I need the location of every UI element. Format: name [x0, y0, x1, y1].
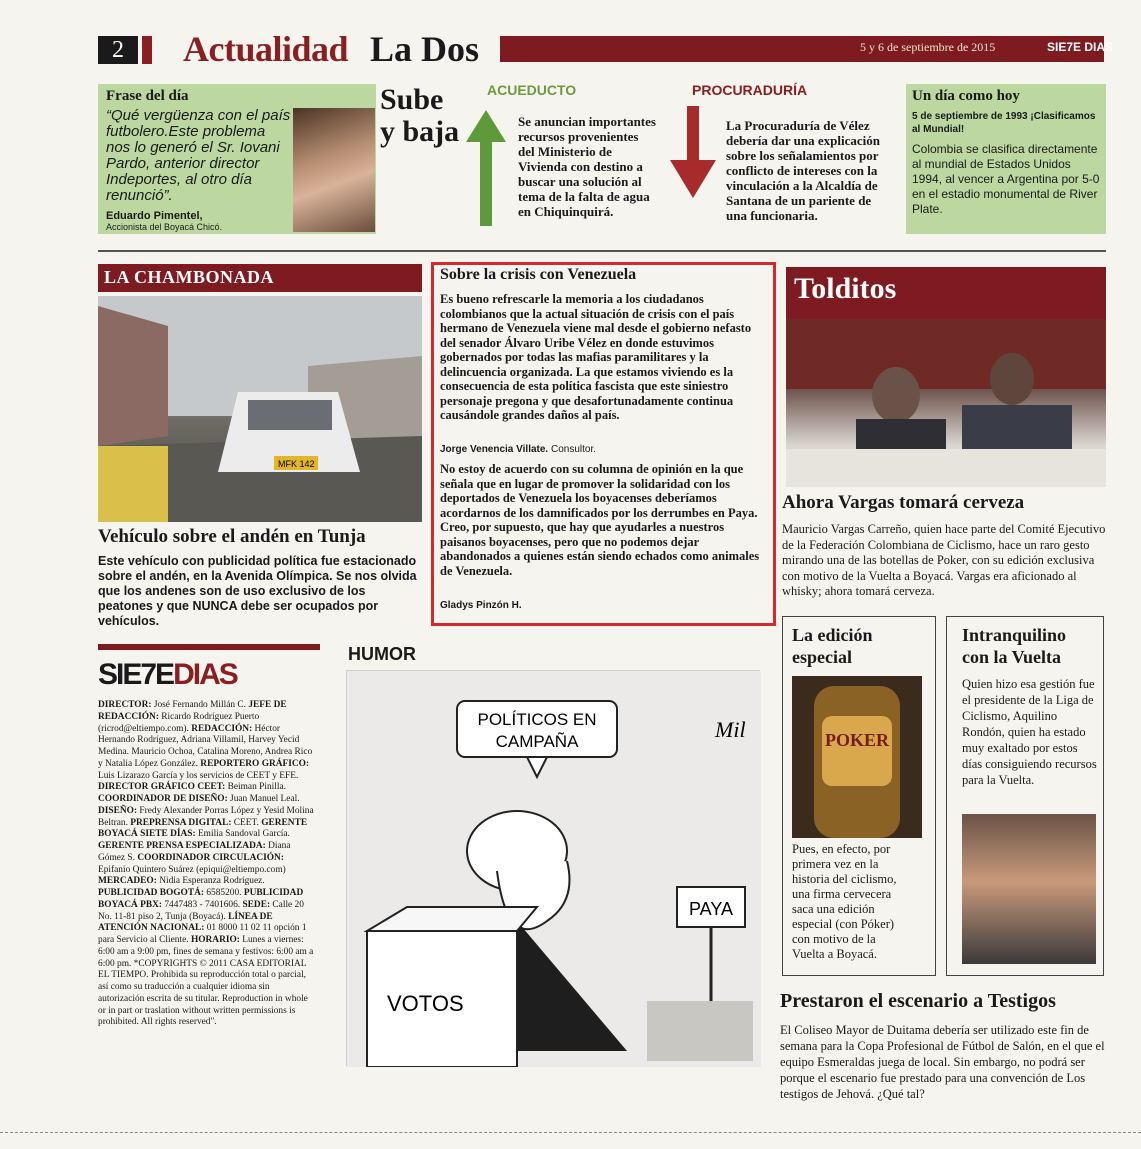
humor-title: HUMOR — [348, 644, 416, 664]
intranquilino-title — [962, 624, 1066, 668]
credit-value: Emilia Sandoval García. — [197, 829, 290, 840]
undia-title: Un día como hoy — [912, 88, 1020, 104]
credit-value: 01 8000 11 02 11 opción 1 para Servicio al Cliente. — [98, 923, 307, 945]
letter-1: Es bueno refrescarle la memoria a los ciudadanos colombianos que la actual situación de crisis con el país hermano de Venezuela viene mal desde el gobierno nefasto del senador Álvaro Uribe Vélez en donde estuvimos gobernados por todas las mafias paramilitares y la delincuencia organizada. La que estamos viviendo es la consecuencia de esta política fascista que este siniestro personaje pregona y que desafortunadamente continua causándole grandes daños al país. — [440, 292, 752, 422]
credit-value: Lunes a viernes: 6:00 am a 9:00 pm, fines de semana y festivos: 6:00 am a 6:00 pm. *COPYRIGHTS © 2011 CASA EDITORIAL EL TIEMPO. Prohibida su reproducción total o parcial, así como su traducción a cualquier idioma sin autorización escrita de su titular. Reproduction in whole or in part or traslation without written permissions is prohibited. All rights reserved". — [98, 935, 314, 1028]
tolditos-text: Mauricio Vargas Carreño, quien hace parte del Comité Ejecutivo de la Federación Colombiana de Ciclismo, hace un raro gesto mirando una de las botellas de Poker, con su edición exclusiva con motivo de la Vuelta a Boyacá. Vargas era aficionado al whisky; ahora tomará cerveza. — [782, 522, 1106, 598]
cartoon-signature: Mil — [715, 717, 746, 742]
tolditos-photo — [786, 319, 1106, 487]
credit-key: SEDE: — [242, 899, 273, 910]
credit-value: Nidia Esperanza Rodríguez. — [159, 876, 265, 887]
credit-key: GERENTE BOYACÁ SIETE DÍAS: — [98, 817, 308, 840]
chambonada-photo — [98, 296, 422, 522]
credit-key: PUBLICIDAD BOGOTÁ: — [98, 888, 207, 898]
letters-title: Sobre la crisis con Venezuela — [440, 266, 637, 283]
credit-key: REDACCIÓN: — [191, 723, 255, 734]
sube-baja-title — [380, 84, 459, 148]
testigos-text: El Coliseo Mayor de Duitama debería ser utilizado este fin de semana para la Copa Profesional de Fútbol de Salón, en el que el equipo Esmeraldas juega de local. Sin embargo, no podrá ser porque el escenario fue prestado para una convención de Los testigos de Jehová. ¿Qué tal? — [780, 1023, 1105, 1101]
letter-1-author-role: Consultor. — [550, 444, 597, 455]
frase-quote: “Qué vergüenza con el país futbolero.Este problema nos lo generó el Sr. Iovani Pardo, anterior director Indeportes, al otro día renunció”. — [106, 107, 291, 204]
credit-key: GERENTE PRENSA ESPECIALIZADA: — [98, 841, 269, 851]
ballot-label: VOTOS — [387, 991, 464, 1016]
credits-accent-bar — [98, 644, 320, 650]
credits-block — [98, 700, 316, 1029]
brand-label: SIE7E DIAS — [1047, 40, 1114, 54]
credit-key: DIRECTOR GRÁFICO CEET: — [98, 782, 228, 793]
credit-value: Luis Lizarazo García y los servicios de CEET y EFE. — [98, 770, 299, 781]
credit-value: Juan Manuel Leal. — [230, 794, 300, 804]
sube-title-line1: Sube — [380, 83, 444, 116]
sube-title-line2: y baja — [380, 115, 460, 148]
bubble-line-2: CAMPAÑA — [495, 732, 579, 751]
edicion-title-line1: La edición — [792, 625, 873, 645]
credit-key: LÍNEA DE ATENCIÓN NACIONAL: — [98, 911, 273, 934]
credit-value: 6585200. — [206, 888, 244, 898]
page-number: 2 — [98, 36, 138, 64]
edicion-title — [792, 624, 873, 668]
undia-subtitle: 5 de septiembre de 1993 ¡Clasificamos al Mundial! — [912, 111, 1096, 135]
credit-key: PREPRENSA DIGITAL: — [130, 817, 234, 828]
credit-key: PUBLICIDAD BOYACÁ PBX: — [98, 888, 304, 910]
acueducto-label: ACUEDUCTO — [487, 82, 577, 98]
credit-value: Diana Gómez S. — [98, 841, 291, 863]
credit-key: MERCADEO: — [98, 876, 160, 887]
intranquilino-text: Quien hizo esa gestión fue el presidente de la Liga de Ciclismo, Aquilino Rondón, quien ha estado muy exaltado por estos días consiguiendo recursos para la Vuelta. — [962, 677, 1097, 787]
subsection-title: La Dos — [370, 29, 480, 69]
credit-key: DIRECTOR: — [98, 700, 154, 710]
frase-author-role: Accionista del Boyacá Chicó. — [106, 222, 223, 232]
sietedias-logo — [98, 658, 237, 692]
tolditos-headline: Ahora Vargas tomará cerveza — [782, 492, 1025, 513]
credit-value: 7447483 - 7401606. — [164, 899, 243, 910]
chambonada-title: LA CHAMBONADA — [104, 267, 275, 287]
intranquilino-photo — [962, 814, 1096, 964]
testigos-headline: Prestaron el escenario a Testigos — [780, 990, 1056, 1012]
credit-value: José Fernando Millán C. — [153, 700, 249, 710]
poker-label: POKER — [824, 730, 890, 750]
credit-value: Fredy Alexander Porras López y Yesid Molina Beltran. — [98, 805, 314, 828]
intranquilino-title-line2: con la Vuelta — [962, 647, 1062, 667]
credit-value: CEET. — [233, 817, 262, 828]
bubble-line-1: POLÍTICOS EN — [477, 710, 597, 729]
credit-value: Epifanio Quintero Suárez (epiqui@eltiempo.com) — [98, 864, 286, 875]
credit-key: COORDINADOR CIRCULACIÓN: — [137, 852, 284, 863]
chambonada-text: Este vehículo con publicidad política fue estacionado sobre el andén, en la Avenida Olímpica. Se nos olvida que los andenes son de uso exclusivo de los peatones y que NUNCA debe ser ocupados por vehículos. — [98, 554, 417, 628]
credit-key: JEFE DE REDACCIÓN: — [98, 700, 287, 722]
procuraduria-text: La Procuraduría de Vélez debería dar una explicación sobre los señalamientos por conflicto de intereses con la vinculación a la Alcaldía de Santana de un pariente de una funcionaria. — [726, 118, 880, 223]
chambonada-headline: Vehículo sobre el andén en Tunja — [98, 526, 366, 547]
credit-key: HORARIO: — [190, 935, 243, 945]
credit-key: DISEÑO: — [98, 805, 140, 816]
letter-2-author: Gladys Pinzón H. — [440, 600, 522, 611]
issue-date: 5 y 6 de septiembre de 2015 — [860, 40, 996, 54]
frase-title: Frase del día — [106, 88, 189, 104]
frase-author: Eduardo Pimentel, — [106, 210, 203, 222]
procuraduria-label: PROCURADURÍA — [692, 82, 808, 98]
logo-part-a: SIE7E — [98, 658, 174, 691]
car-plate: MFK 142 — [278, 459, 315, 469]
credit-value: Beiman Pinilla. — [227, 782, 286, 793]
humor-cartoon — [346, 670, 760, 1066]
undia-text: Colombia se clasifica directamente al mundial de Estados Unidos 1994, al vencer a Argentina por 5-0 en el estadio monumental de River Plate. — [912, 142, 1100, 216]
edicion-text: Pues, en efecto, por primera vez en la historia del ciclismo, una firma cervecera saca una edición especial (con Póker) con motivo de la Vuelta a Boyacá. — [792, 842, 897, 961]
credit-key: REPORTERO GRÁFICO: — [200, 758, 310, 769]
arrow-up-icon — [464, 108, 508, 228]
page-bottom-rule — [0, 1132, 1141, 1133]
letter-1-author: Jorge Venencia Villate. — [440, 444, 549, 455]
intranquilino-title-line1: Intranquilino — [962, 625, 1067, 645]
poker-bottle-photo — [792, 676, 922, 838]
sign-label: PAYA — [688, 899, 734, 919]
header-bar — [500, 36, 1104, 62]
credit-key: COORDINADOR DE DISEÑO: — [98, 794, 231, 804]
edicion-title-line2: especial — [792, 647, 852, 667]
letter-2: No estoy de acuerdo con su columna de opinión en la que señala que en lugar de promover la solidaridad con los deportados de Venezuela los boyacenses deberíamos acordarnos de los damnificados por los derrumbes en Paya. Creo, por supuesto, que hay que ayudarles a nuestros paisanos boyacenses, pero que no podemos dejar abandonados a quienes están siendo echados como animales de Venezuela. — [440, 462, 760, 578]
credit-value: Ricardo Rodríguez Puerto (ricrod@eltiempo.com). — [98, 711, 260, 734]
logo-part-b: DIAS — [173, 658, 237, 691]
credit-value: Héctor Hernando Rodríguez, Adriana Villamil, Harvey Yecid Medina. Mauricio Ochoa, Catalina Moreno, Andrea Rico y Natalia López González. — [98, 723, 313, 769]
acueducto-text: Se anuncian importantes recursos provenientes del Ministerio de Vivienda con destino a buscar una solución al tema de la falta de agua en Chiquinquirá. — [518, 114, 656, 219]
tolditos-title: Tolditos — [794, 272, 897, 305]
credit-value: Calle 20 No. 11-81 piso 2, Tunja (Boyacá). — [98, 899, 304, 922]
page-number-accent — [142, 36, 152, 64]
letter-1-signature — [440, 444, 596, 455]
frase-photo — [293, 108, 375, 232]
section-title: Actualidad — [183, 29, 349, 69]
arrow-down-icon — [668, 104, 718, 200]
divider — [98, 250, 1106, 252]
